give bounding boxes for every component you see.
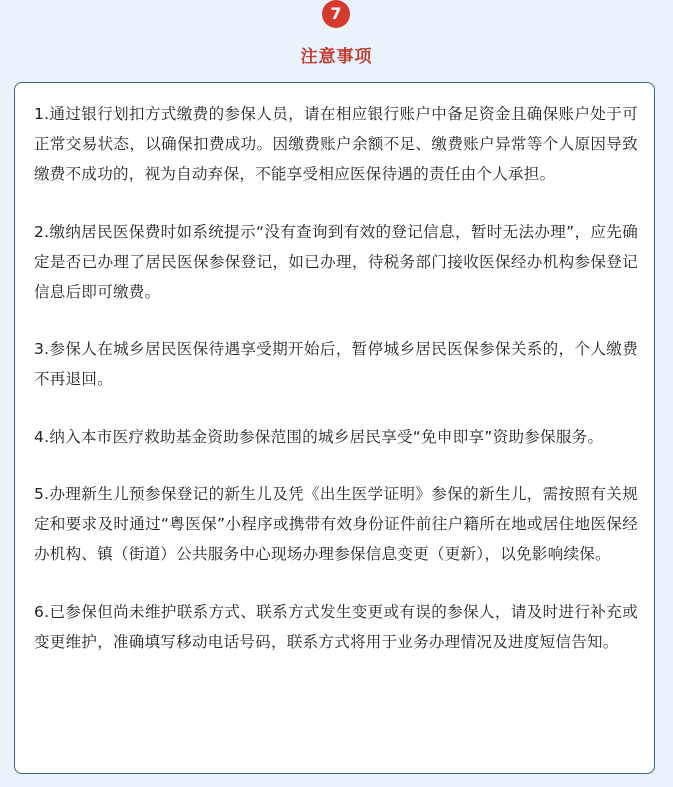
- section-number-badge: 7: [322, 0, 350, 28]
- note-item-4: 4.纳入本市医疗救助基金资助参保范围的城乡居民享受“免申即享”资助参保服务。: [34, 427, 604, 446]
- note-item-3: 3.参保人在城乡居民医保待遇享受期开始后，暂停城乡居民医保参保关系的，个人缴费不再退回。: [34, 340, 638, 388]
- note-item-1: 1.通过银行划扣方式缴费的参保人员，请在相应银行账户中备足资金且确保账户处于可正常交易状态，以确保扣费成功。因缴费账户余额不足、缴费账户异常等个人原因导致缴费不成功的，视为自动弃保，不能享受相应医保待遇的责任由个人承担。: [34, 105, 638, 183]
- note-item-5: 5.办理新生儿预参保登记的新生儿及凭《出生医学证明》参保的新生儿，需按照有关规定和要求及时通过“粤医保”小程序或携带有效身份证件前往户籍所在地或居住地医保经办机构、镇（街道）公共服务中心现场办理参保信息变更（更新），以免影响续保。: [34, 485, 638, 563]
- section-title: 注意事项: [300, 47, 373, 67]
- notes-card: [14, 82, 655, 774]
- note-item-2: 2.缴纳居民医保费时如系统提示“没有查询到有效的登记信息，暂时无法办理”，应先确定是否已办理了居民医保参保登记，如已办理，待税务部门接收医保经办机构参保登记信息后即可缴费。: [34, 222, 638, 301]
- note-item-6: 6.已参保但尚未维护联系方式、联系方式发生变更或有误的参保人，请及时进行补充或变更维护，准确填写移动电话号码，联系方式将用于业务办理情况及进度短信告知。: [34, 602, 638, 651]
